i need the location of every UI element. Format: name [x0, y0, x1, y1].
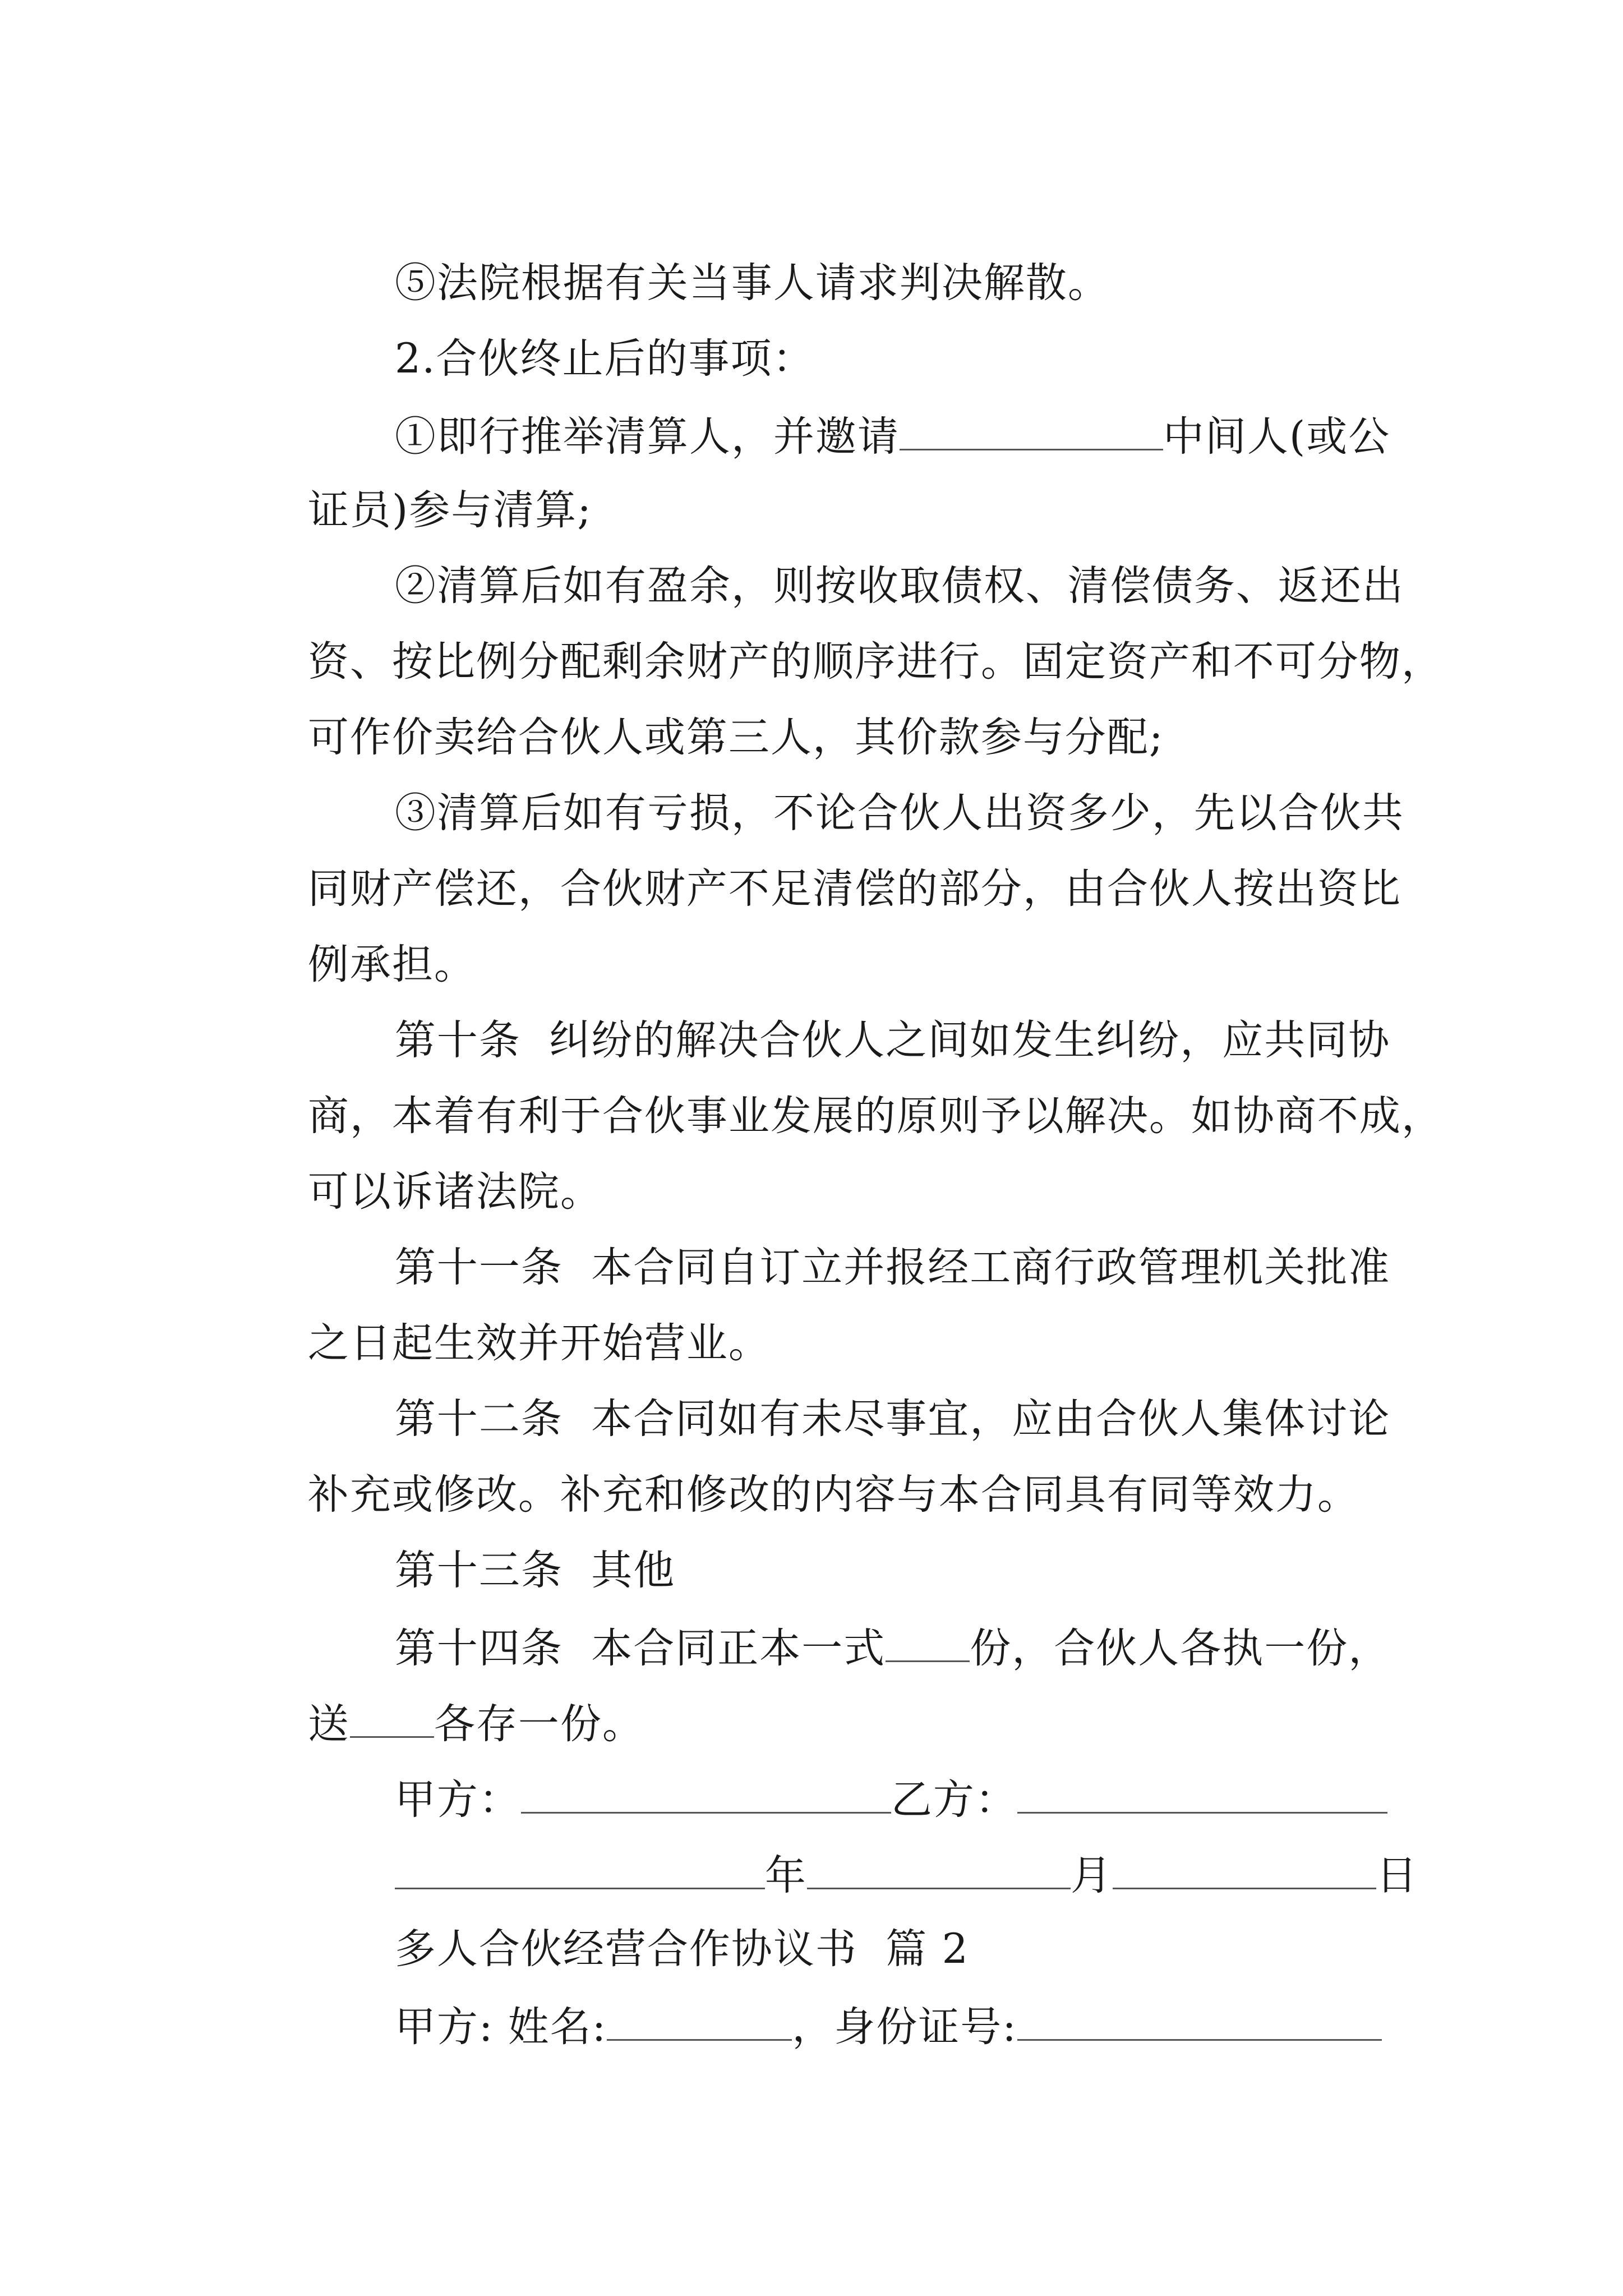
- text: 可作价卖给合伙人或第三人，其价款参与分配;: [307, 714, 1164, 761]
- paragraph-liquidator-cont: [251, 435, 592, 534]
- article-11: [338, 1192, 1391, 1291]
- text: 例承担。: [307, 941, 476, 988]
- id-number-label: ，身份证号:: [792, 2003, 1017, 2051]
- day-label: 日: [1376, 1852, 1418, 1899]
- text: 各存一份。: [434, 1700, 644, 1748]
- text: 份，合伙人各执一份，: [970, 1625, 1391, 1672]
- text: ②清算后如有盈余，则按收取债权、清偿债务、返还出: [394, 562, 1404, 610]
- article-10: [338, 965, 1391, 1064]
- party-a-name-label: 甲方: 姓名:: [394, 2003, 607, 2051]
- heading-text: 多人合伙经营合作协议书 篇 2: [394, 1925, 969, 1973]
- paragraph-surplus-cont2: [251, 662, 1164, 761]
- text: ⑤法院根据有关当事人请求判决解散。: [394, 259, 1110, 307]
- fill-blank-line: [900, 409, 1163, 450]
- article-13: [338, 1495, 676, 1594]
- text: 之日起生效并开始营业。: [307, 1319, 771, 1367]
- article-10-cont2: [251, 1116, 602, 1216]
- year-label: 年: [764, 1852, 807, 1899]
- article-14: [338, 1571, 1391, 1672]
- text: 送: [307, 1700, 350, 1748]
- text: 第十一条 本合同自订立并报经工商行政管理机关批准: [394, 1244, 1391, 1291]
- text: 可以诉诸法院。: [307, 1168, 602, 1216]
- text: ③清算后如有亏损，不论合伙人出资多少，先以合伙共: [394, 789, 1404, 837]
- article-12: [338, 1343, 1391, 1443]
- article-10-cont1: [251, 1041, 1444, 1140]
- paragraph-surplus-cont1: [251, 586, 1444, 685]
- paragraph-loss-cont1: [251, 813, 1401, 913]
- paragraph-surplus: [338, 510, 1404, 610]
- text: 资、按比例分配剩余财产的顺序进行。固定资产和不可分物，: [307, 638, 1444, 685]
- article-11-cont: [251, 1268, 771, 1367]
- article-12-cont: [251, 1419, 1359, 1519]
- id-number-blank: [1017, 2000, 1382, 2041]
- signature-line: [338, 1722, 1387, 1824]
- day-blank: [1113, 1848, 1376, 1889]
- fill-blank-line: [886, 1621, 970, 1662]
- text: 证员)参与清算;: [307, 486, 592, 534]
- paragraph-termination-heading: [338, 283, 815, 383]
- text: 第十四条 本合同正本一式: [394, 1625, 886, 1672]
- date-line: [338, 1798, 1418, 1899]
- paragraph-loss-cont2: [251, 889, 476, 988]
- paragraph-dissolution-5: [338, 208, 1110, 307]
- month-label: 月: [1070, 1852, 1113, 1899]
- text: 第十二条 本合同如有未尽事宜，应由合伙人集体讨论: [394, 1395, 1391, 1443]
- party-a-label: 甲方：: [394, 1776, 521, 1824]
- paragraph-loss: [338, 738, 1404, 837]
- paragraph-liquidator: [338, 359, 1391, 461]
- text: 同财产偿还，合伙财产不足清偿的部分，由合伙人按出资比: [307, 865, 1401, 913]
- text: 商，本着有利于合伙事业发展的原则予以解决。如协商不成，: [307, 1092, 1444, 1140]
- text: 第十三条 其他: [394, 1547, 676, 1594]
- text: 第十条 纠纷的解决合伙人之间如发生纠纷，应共同协: [394, 1016, 1391, 1064]
- party-a-info-line: [338, 1949, 1382, 2051]
- text: 补充或修改。补充和修改的内容与本合同具有同等效力。: [307, 1471, 1359, 1519]
- text: 中间人(或公: [1163, 413, 1391, 461]
- text: ①即行推举清算人，并邀请: [394, 413, 900, 461]
- section-heading-part2: [338, 1874, 969, 1973]
- party-b-label: 乙方：: [891, 1776, 1017, 1824]
- article-14-cont: [251, 1646, 644, 1748]
- name-blank: [607, 2000, 792, 2041]
- text: 2.合伙终止后的事项：: [394, 335, 815, 383]
